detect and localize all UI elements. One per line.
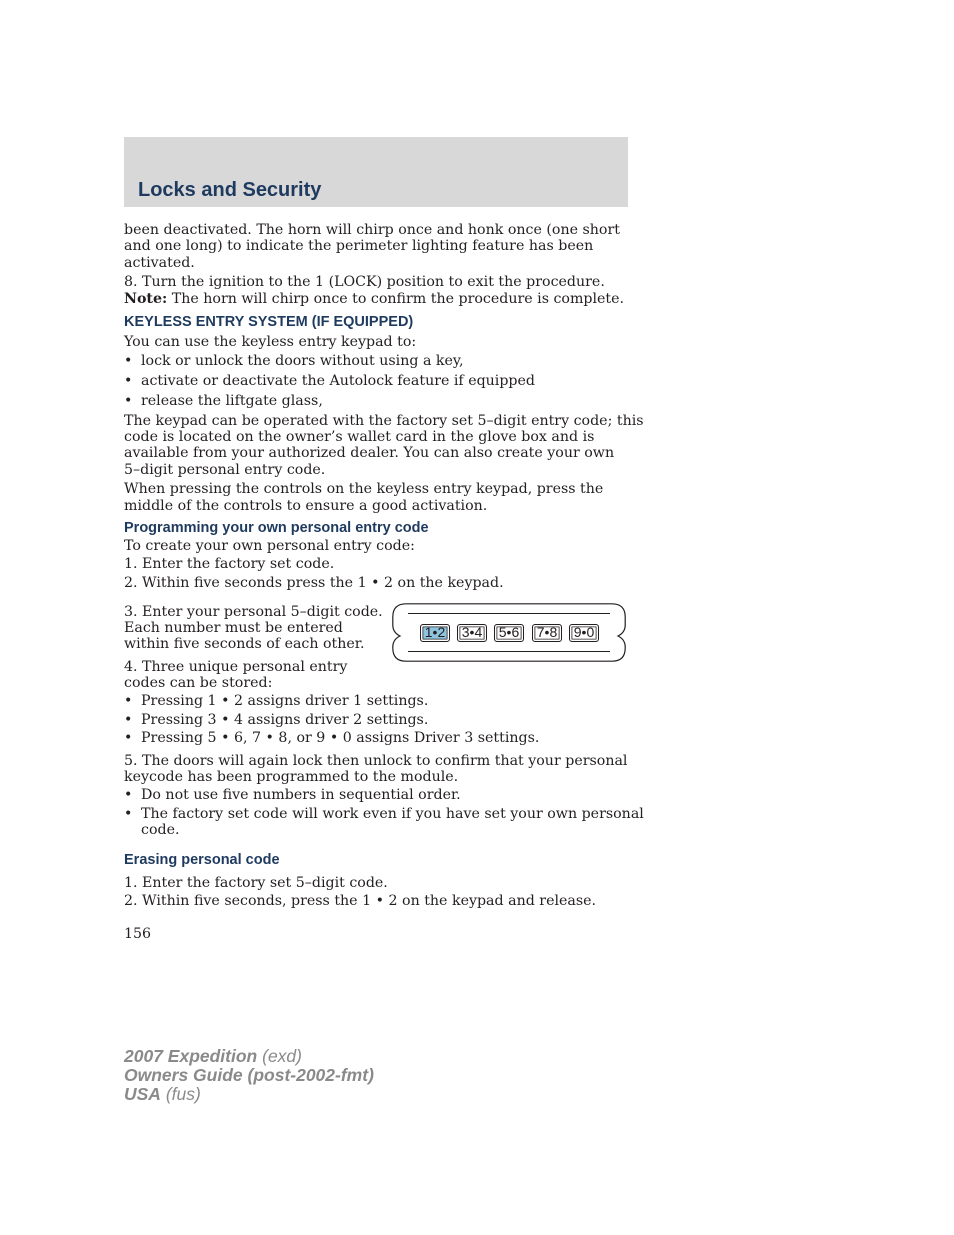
footer-guide-line [124,1066,374,1085]
programming-step-3-line: Each number must be entered [124,620,343,636]
list-item-text: Pressing 1 • 2 assigns driver 1 settings. [141,693,429,709]
programming-step-1: 1. Enter the factory set code. [124,556,335,572]
programming-heading: Programming your own personal entry code [124,520,429,536]
bullet-icon: • [124,393,133,409]
footer-model: 2007 Expedition [124,1046,258,1066]
bullet-icon: • [124,712,133,728]
programming-step-5-line: 5. The doors will again lock then unlock to confirm that your personal [124,753,628,769]
list-item-text: Do not use five numbers in sequential order. [141,787,461,803]
section-header-band [124,137,628,207]
intro-line-2: and one long) to indicate the perimeter lighting feature has been [124,238,594,254]
footer-model-line [124,1047,374,1066]
keypad-key-3-4: 3•4 [457,624,487,642]
keypad-para-line: available from your authorized dealer. You can also create your own [124,445,615,461]
keypad-illustration [392,603,626,662]
keypad-key-5-6: 5•6 [494,624,524,642]
keypad-key-1-2: 1•2 [420,624,450,642]
section-title: Locks and Security [138,179,322,201]
page-number: 156 [124,926,152,942]
bullet-icon: • [124,730,133,746]
footer-model-code: (exd) [257,1046,302,1066]
list-item-text: activate or deactivate the Autolock feature if equipped [141,373,535,389]
keypad-para-line: The keypad can be operated with the factory set 5–digit entry code; this [124,413,644,429]
list-item-text: code. [141,822,180,838]
footer [124,1047,374,1104]
pressing-para-line: middle of the controls to ensure a good activation. [124,498,488,514]
pressing-para-line: When pressing the controls on the keyless entry keypad, press the [124,481,604,497]
programming-lead: To create your own personal entry code: [124,538,415,554]
erasing-step-1: 1. Enter the factory set 5–digit code. [124,875,388,891]
keyless-lead: You can use the keyless entry keypad to: [124,334,417,350]
footer-market-code: (fus) [160,1084,201,1104]
programming-step-4-line: codes can be stored: [124,675,273,691]
footer-market: USA [124,1084,161,1104]
programming-step-2: 2. Within five seconds press the 1 • 2 on the keypad. [124,575,504,591]
list-item-text: The factory set code will work even if you have set your own personal [141,806,644,822]
footer-market-line [124,1085,374,1104]
erasing-step-2: 2. Within five seconds, press the 1 • 2 on the keypad and release. [124,893,597,909]
list-item-text: release the liftgate glass, [141,393,323,409]
footer-guide: Owners Guide (post-2002-fmt) [124,1065,374,1085]
bullet-icon: • [124,373,133,389]
keyless-heading: KEYLESS ENTRY SYSTEM (IF EQUIPPED) [124,314,414,330]
programming-step-5-line: keycode has been programmed to the module. [124,769,459,785]
programming-step-4-line: 4. Three unique personal entry [124,659,348,675]
programming-step-3-line: 3. Enter your personal 5–digit code. [124,604,383,620]
intro-line-3: activated. [124,255,195,271]
keypad-para-line: code is located on the owner’s wallet card in the glove box and is [124,429,595,445]
erasing-heading: Erasing personal code [124,852,280,868]
note-text: The horn will chirp once to confirm the procedure is complete. [167,291,625,307]
note-label: Note: [124,291,168,307]
list-item-text: Pressing 3 • 4 assigns driver 2 settings. [141,712,429,728]
bullet-icon: • [124,353,133,369]
bullet-icon: • [124,806,133,822]
list-item-text: lock or unlock the doors without using a key, [141,353,464,369]
intro-line-1: been deactivated. The horn will chirp once and honk once (one short [124,222,620,238]
bullet-icon: • [124,787,133,803]
keypad-key-7-8: 7•8 [532,624,562,642]
programming-step-3-line: within five seconds of each other. [124,636,365,652]
note [124,291,624,308]
list-item-text: Pressing 5 • 6, 7 • 8, or 9 • 0 assigns Driver 3 settings. [141,730,540,746]
bullet-icon: • [124,693,133,709]
keypad-para-line: 5–digit personal entry code. [124,462,326,478]
keypad-key-9-0: 9•0 [569,624,599,642]
step-8: 8. Turn the ignition to the 1 (LOCK) position to exit the procedure. [124,274,605,290]
